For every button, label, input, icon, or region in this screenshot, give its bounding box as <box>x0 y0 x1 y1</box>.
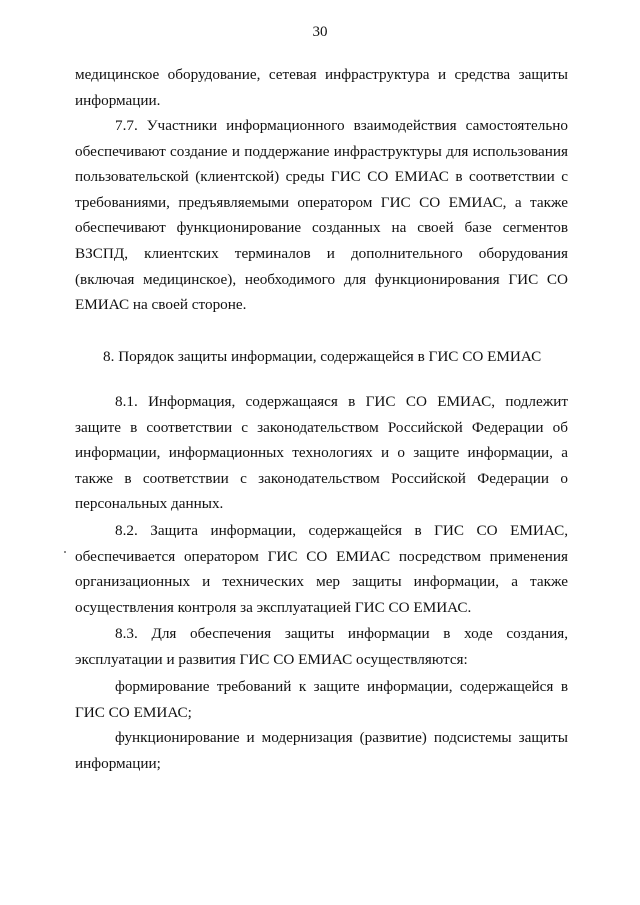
paragraph-8-3: 8.3. Для обеспечения защиты информации в ходе создания, эксплуатации и развития ГИС СО ЕМИАС осуществляются: <box>75 625 568 668</box>
paragraph-8-1: 8.1. Информация, содержащаяся в ГИС СО ЕМИАС, подлежит защите в соответствии с законодательством Российской Федерации об информации, информационных технологиях и о защите информации, а также в соответствии с законодательством Российской Федерации о персональных данных. <box>75 393 568 513</box>
paragraph-continuation: медицинское оборудование, сетевая инфраструктура и средства защиты информации. <box>75 66 568 109</box>
list-item-subsystem: функционирование и модернизация (развитие) подсистемы защиты информации; <box>75 729 568 772</box>
list-item-requirements: формирование требований к защите информации, содержащейся в ГИС СО ЕМИАС; <box>75 678 568 721</box>
page-number: 30 <box>312 24 328 40</box>
scan-speck <box>64 551 66 553</box>
section-heading-8: 8. Порядок защиты информации, содержащейся в ГИС СО ЕМИАС <box>103 348 542 365</box>
paragraph-7-7: 7.7. Участники информационного взаимодействия самостоятельно обеспечивают создание и поддержание инфраструктуры для использования пользовательской (клиентской) среды ГИС СО ЕМИАС в соответствии с требованиями, предъявляемыми оператором ГИС СО ЕМИАС, а также обеспечивают функционирование созданных на своей базе сегментов ВЗСПД, клиентских терминалов и дополнительного оборудования (включая медицинское), необходимого для функционирования ГИС СО ЕМИАС на своей стороне. <box>75 117 568 314</box>
paragraph-8-2: 8.2. Защита информации, содержащейся в ГИС СО ЕМИАС, обеспечивается оператором ГИС СО ЕМИАС посредством применения организационных и технических мер защиты информации, а также осуществления контроля за эксплуатацией ГИС СО ЕМИАС. <box>75 522 568 616</box>
